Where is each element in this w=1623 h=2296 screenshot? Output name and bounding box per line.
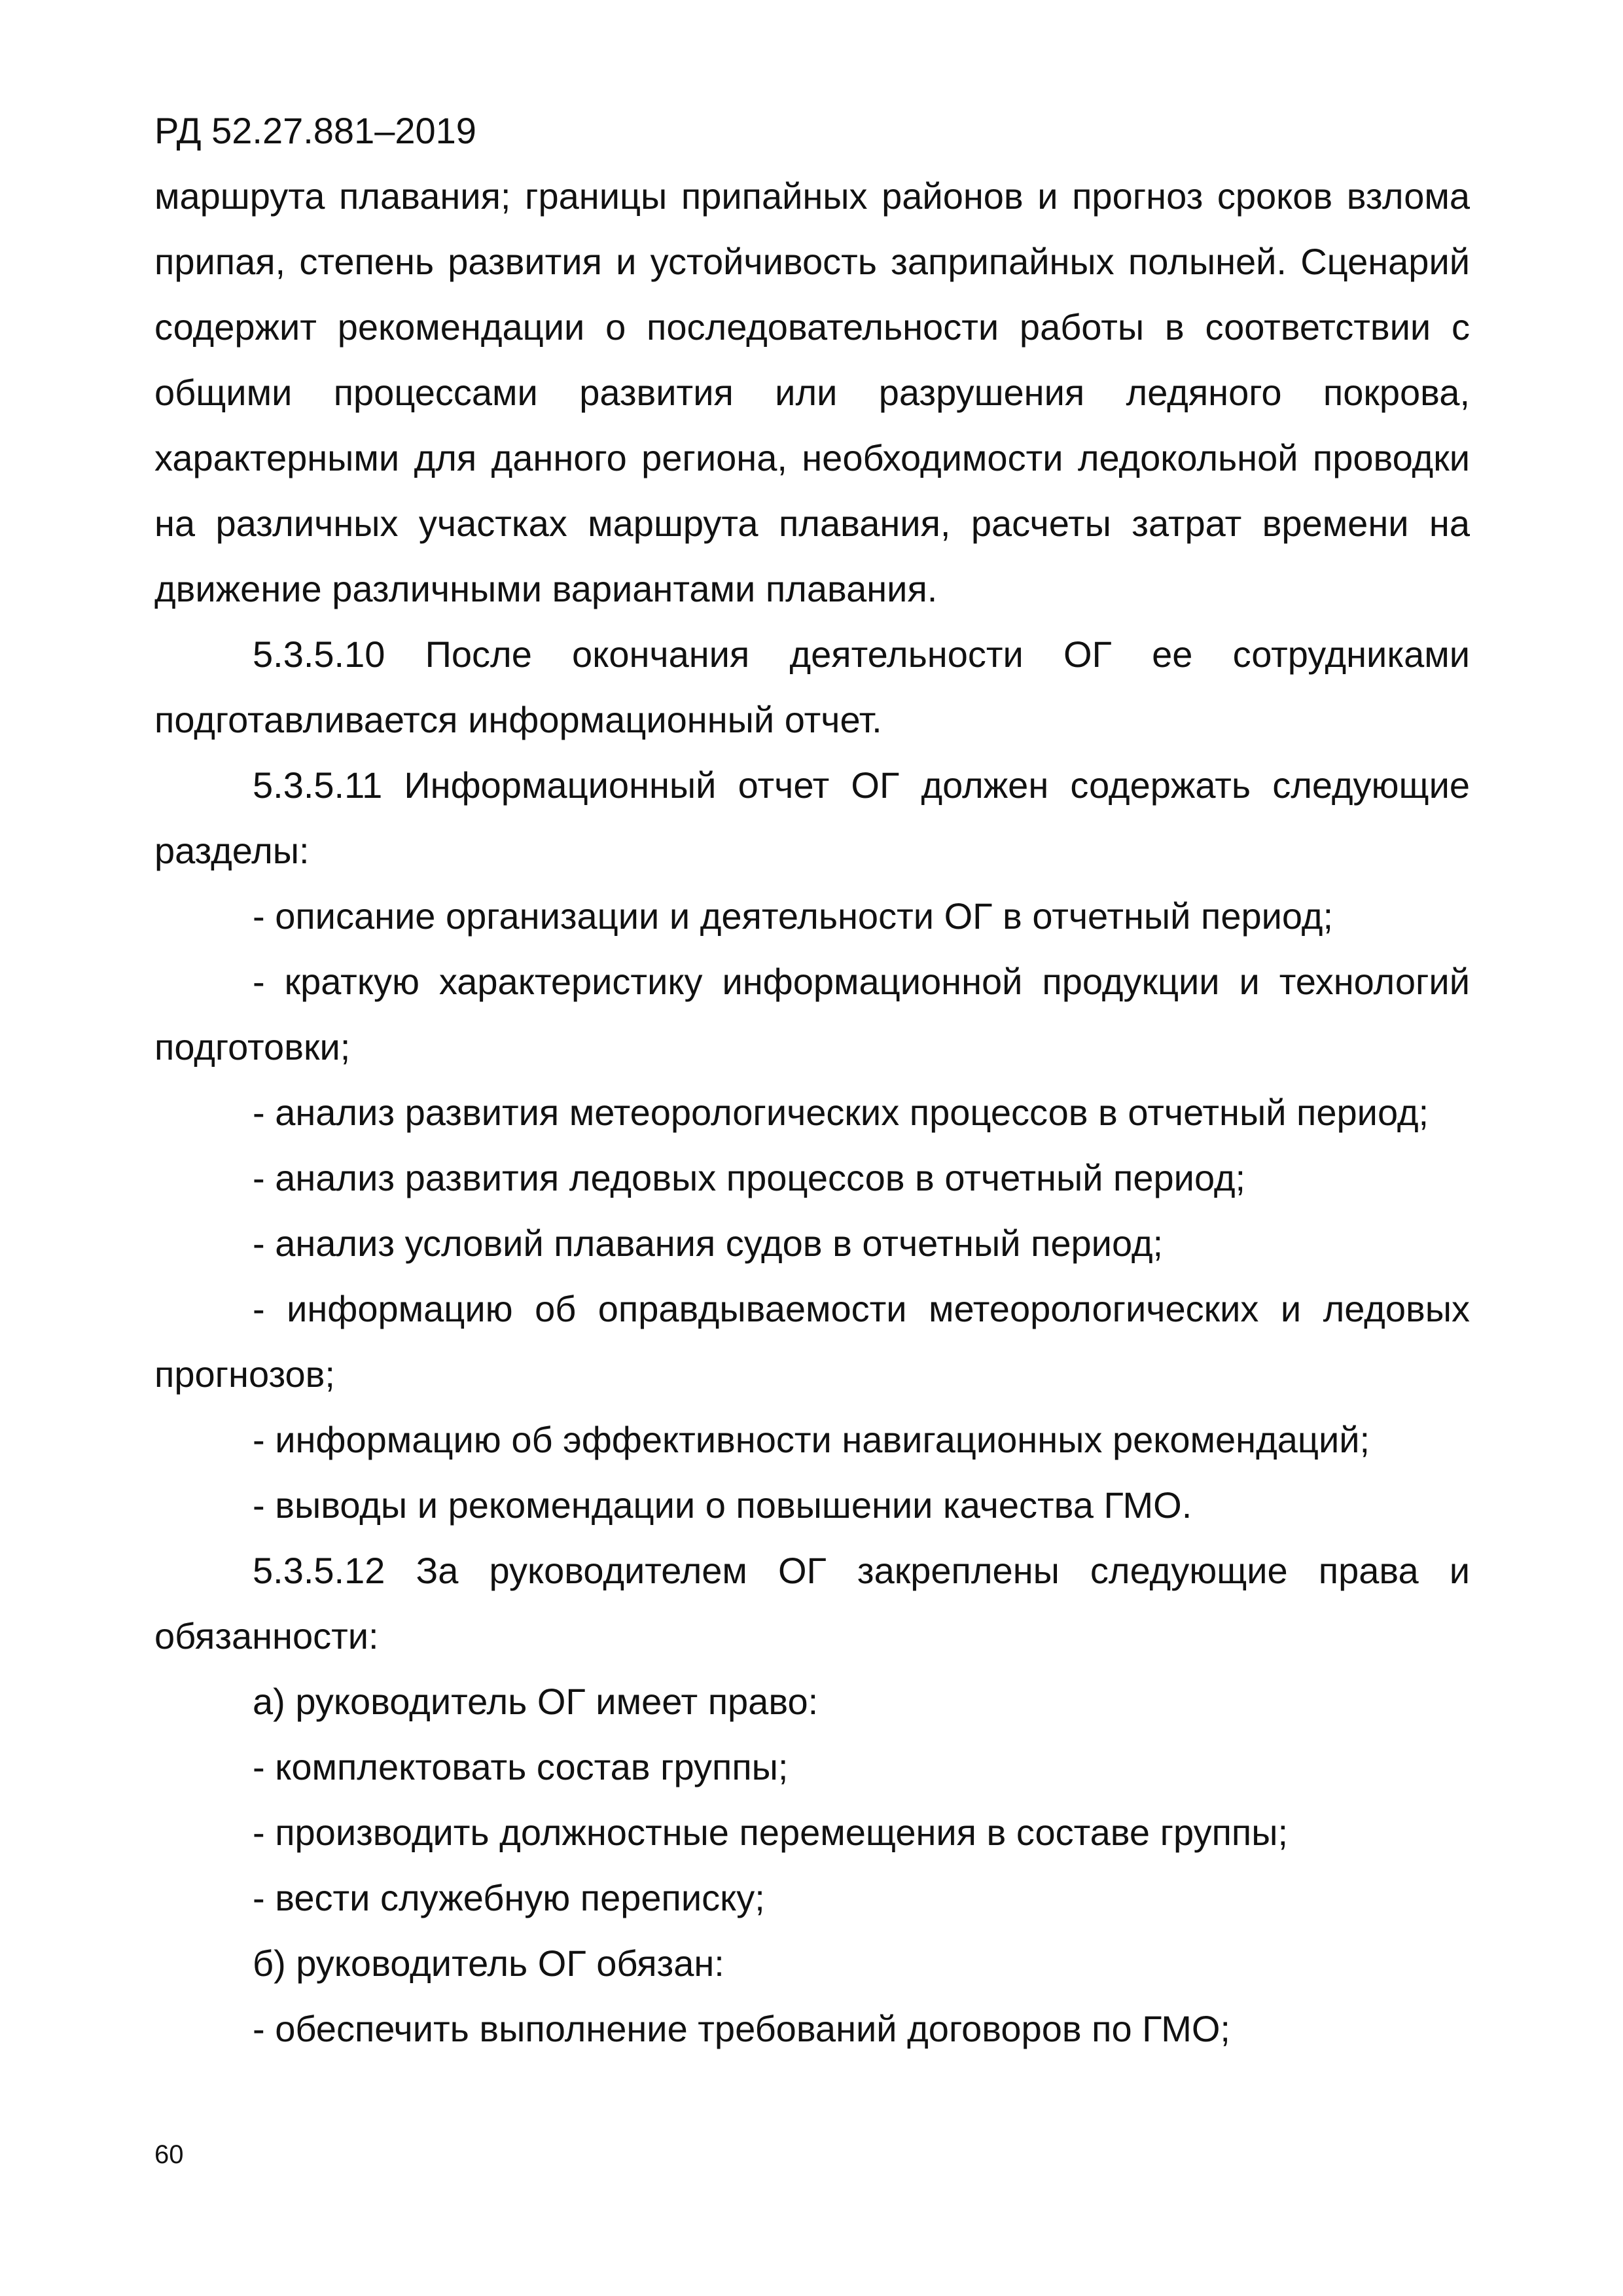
list-item-right: - комплектовать состав группы; xyxy=(253,1746,789,1787)
list-item-report-section: - анализ условий плавания судов в отчетный период; xyxy=(253,1223,1164,1264)
list-item-report-section: - информацию об оправдываемости метеорологических и ледовых прогнозов; xyxy=(154,1288,1470,1395)
document-code-header: РД 52.27.881–2019 xyxy=(154,110,476,151)
list-item-report-section: - анализ развития ледовых процессов в отчетный период; xyxy=(253,1157,1246,1198)
paragraph-5-3-5-10: 5.3.5.10 После окончания деятельности ОГ ее сотрудниками подготавливается информационный отчет. xyxy=(154,634,1470,740)
list-item-right: - вести служебную переписку; xyxy=(253,1877,765,1918)
list-item-report-section: - выводы и рекомендации о повышении качества ГМО. xyxy=(253,1484,1192,1526)
paragraph-intro-scenario: маршрута плавания; границы припайных районов и прогноз сроков взлома припая, степень развития и устойчивость заприпайных полыней. Сценарий содержит рекомендации о последовательности работы в соответствии с общими процессами развития или разрушения ледяного покрова, характерными для данного региона, необходимости ледокольной проводки на различных участках маршрута плавания, расчеты затрат времени на движение различными вариантами плавания. xyxy=(154,175,1470,609)
page-number: 60 xyxy=(154,2140,184,2169)
list-item-report-section: - краткую характеристику информационной продукции и технологий подготовки; xyxy=(154,961,1470,1067)
list-item-report-section: - описание организации и деятельности ОГ в отчетный период; xyxy=(253,895,1334,937)
document-page xyxy=(154,98,1470,2062)
list-item-duty: - обеспечить выполнение требований договоров по ГМО; xyxy=(253,2008,1230,2049)
list-item-report-section: - информацию об эффективности навигационных рекомендаций; xyxy=(253,1419,1370,1460)
list-item-report-section: - анализ развития метеорологических процессов в отчетный период; xyxy=(253,1092,1429,1133)
list-item-right: - производить должностные перемещения в составе группы; xyxy=(253,1812,1289,1853)
sub-item-rights: а) руководитель ОГ имеет право: xyxy=(253,1681,819,1722)
paragraph-5-3-5-12: 5.3.5.12 За руководителем ОГ закреплены следующие права и обязанности: xyxy=(154,1550,1470,1657)
sub-item-duties: б) руководитель ОГ обязан: xyxy=(253,1943,724,1984)
paragraph-5-3-5-11: 5.3.5.11 Информационный отчет ОГ должен содержать следующие разделы: xyxy=(154,764,1470,871)
